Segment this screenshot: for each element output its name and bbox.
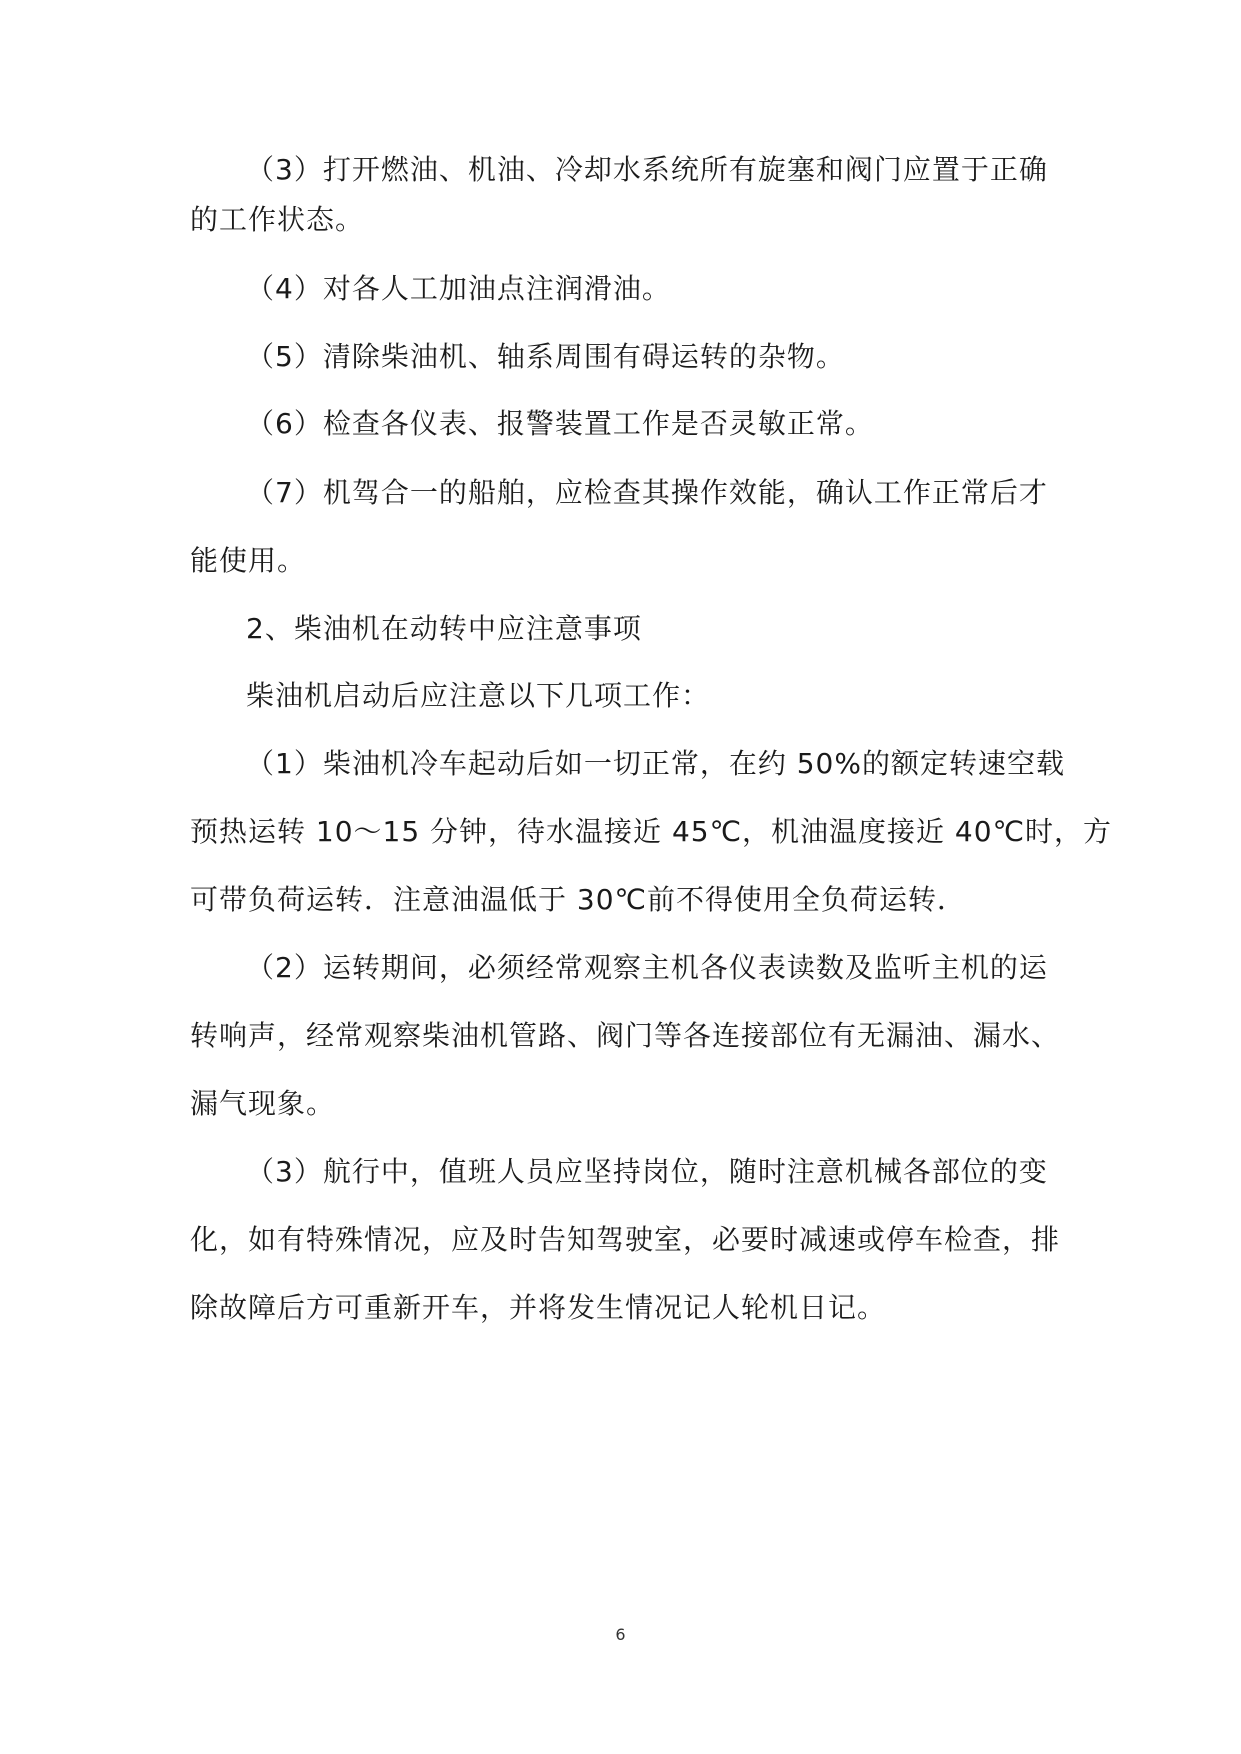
text-line: （2）运转期间，必须经常观察主机各仪表读数及监听主机的运: [246, 951, 1048, 984]
section-heading: 2、柴油机在动转中应注意事项: [246, 612, 642, 645]
text-line: 漏气现象。: [190, 1087, 336, 1120]
text-line: （7）机驾合一的船舶，应检查其操作效能，确认工作正常后才: [246, 476, 1048, 509]
page-number: 6: [615, 1625, 626, 1644]
text-line: （1）柴油机冷车起动后如一切正常，在约 50%的额定转速空载: [246, 747, 1065, 780]
text-line: 化，如有特殊情况，应及时告知驾驶室，必要时减速或停车检查，排: [190, 1223, 1061, 1256]
text-line: 预热运转 10～15 分钟，待水温接近 45℃，机油温度接近 40℃时，方: [190, 815, 1113, 848]
text-line: 的工作状态。: [190, 203, 365, 236]
text-line: 除故障后方可重新开车，并将发生情况记人轮机日记。: [190, 1291, 887, 1324]
text-line: （3）打开燃油、机油、冷却水系统所有旋塞和阀门应置于正确: [246, 153, 1048, 186]
text-line: 柴油机启动后应注意以下几项工作：: [246, 679, 711, 712]
text-line: 转响声，经常观察柴油机管路、阀门等各连接部位有无漏油、漏水、: [190, 1019, 1061, 1052]
text-line: （5）清除柴油机、轴系周围有碍运转的杂物。: [246, 340, 845, 373]
text-line: 可带负荷运转．注意油温低于 30℃前不得使用全负荷运转．: [190, 883, 966, 916]
text-line: 能使用。: [190, 544, 307, 577]
text-line: （3）航行中，值班人员应坚持岗位，随时注意机械各部位的变: [246, 1155, 1048, 1188]
text-line: （6）检查各仪表、报警装置工作是否灵敏正常。: [246, 407, 874, 440]
text-line: （4）对各人工加油点注润滑油。: [246, 272, 671, 305]
